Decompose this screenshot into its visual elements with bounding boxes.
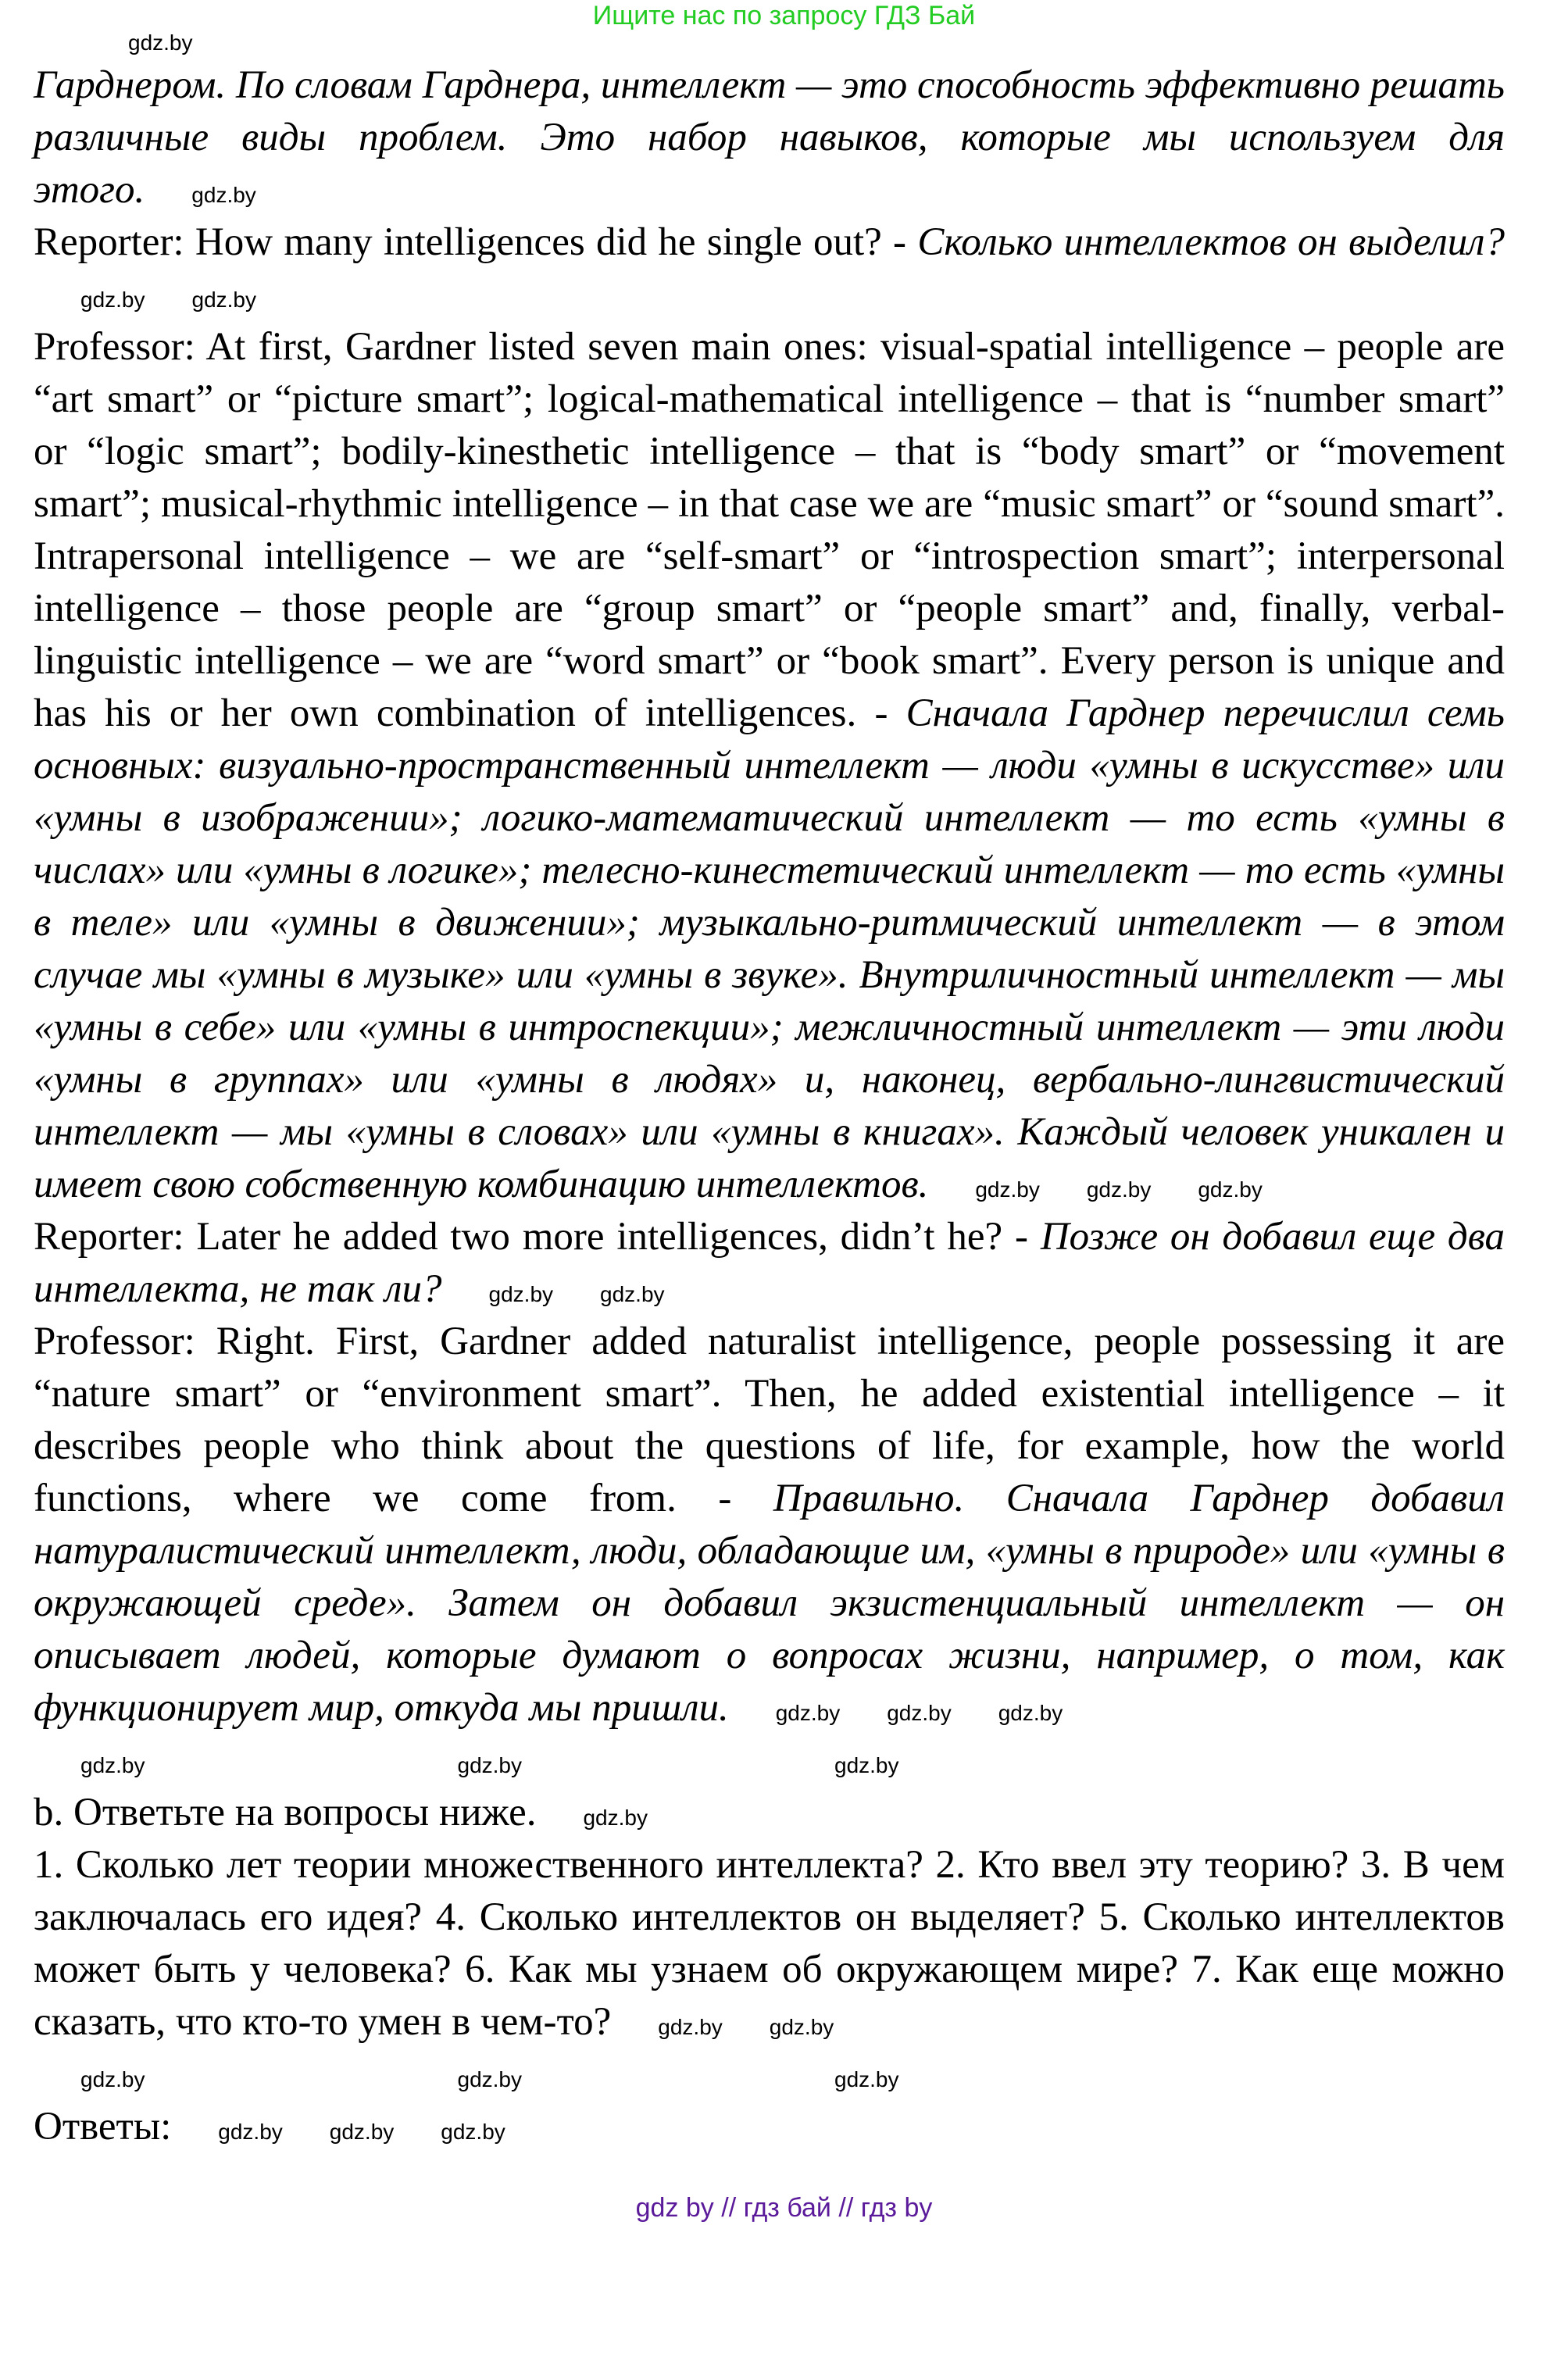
watermark: gdz.by [128,30,193,55]
reporter-question-en: Reporter: Later he added two more intelligences, didn’t he? - [34,1215,1041,1259]
watermark: gdz.by [80,1753,145,1777]
watermark: gdz.by [834,2067,899,2091]
answers-label: Ответы: [34,2105,172,2148]
paragraph-professor-2 [34,1316,1505,1734]
task-b-heading: b. Ответьте на вопросы ниже. [34,1791,537,1834]
answers [34,2101,1505,2153]
watermark: gdz.by [218,2120,283,2144]
watermark: gdz.by [583,1806,648,1830]
professor-answer-ru: Правильно. Сначала Гарднер добавил натуралистический интеллект, люди, обладающие им, «умны в природе» или «умны в окружающей среде». Затем он добавил экзистенциальный интеллект — он описывает людей, которые думают о вопросах жизни, например, о том, как функционирует мир, откуда мы пришли. [34,1477,1505,1730]
watermark: gdz.by [975,1177,1040,1202]
watermark: gdz.by [457,2067,522,2091]
professor-answer-en: Professor: Right. First, Gardner added naturalist intelligence, people possessing it are “nature smart” or “environment smart”. Then, he added existential intelligence – it describes people who think about the questions of life, for example, how the world functions, where we come from. - [34,1320,1505,1520]
watermark: gdz.by [80,2067,145,2091]
watermark: gdz.by [441,2120,505,2144]
watermark: gdz.by [600,1282,665,1306]
questions-list: 1. Сколько лет теории множественного интеллекта? 2. Кто ввел эту теорию? 3. В чем заключалась его идея? 4. Сколько интеллектов он выделяет? 5. Сколько интеллектов может быть у человека? 6. Как мы узнаем об окружающем мире? 7. Как еще можно сказать, что кто-то умен в чем-то? [34,1843,1505,2044]
reporter-question-ru: Позже он добавил еще два интеллекта, не так ли? [34,1215,1505,1311]
watermark: gdz.by [769,2015,834,2039]
watermark: gdz.by [329,2120,395,2144]
paragraph-reporter-2 [34,1211,1505,1316]
watermark: gdz.by [775,1701,841,1725]
paragraph-reporter-1 [34,216,1505,321]
watermark: gdz.by [488,1282,554,1306]
watermark: gdz.by [80,288,145,312]
watermark: gdz.by [658,2015,723,2039]
questions [34,1839,1505,2048]
search-banner[interactable]: Ищите нас по запросу ГДЗ Бай [592,1,976,30]
watermark: gdz.by [834,1753,899,1777]
watermark: gdz.by [998,1701,1063,1725]
reporter-question-ru: Сколько интеллектов он выделил? [917,220,1505,264]
watermark-row [34,2048,1505,2101]
professor-answer-en: Professor: At first, Gardner listed seven main ones: visual-spatial intelligence – people are “art smart” or “picture smart”; logical-mathematical intelligence – that is “number smart” or “logic smart”; bodily-kinesthetic intelligence – that is “body smart” or “movement smart”; musical-rhythmic intelligence – in that case we are “music smart” or “sound smart”. Intrapersonal intelligence – we are “self-smart” or “introspection smart”; interpersonal intelligence – those people are “group smart” or “people smart” and, finally, verbal-linguistic intelligence – we are “word smart” or “book smart”. Every person is unique and has his or her own combination of intelligences. - [34,325,1505,735]
watermark: gdz.by [887,1701,952,1725]
professor-answer-ru: Сначала Гарднер перечислил семь основных: визуально-пространственный интеллект — люди «умны в искусстве» или «умны в изображении»; логико-математический интеллект — то есть «умны в числах» или «умны в логике»; телесно-кинестетический интеллект — то есть «умны в теле» или «умны в движении»; музыкально-ритмический интеллект — в этом случае мы «умны в музыке» или «умны в звуке». Внутриличностный интеллект — мы «умны в себе» или «умны в интроспекции»; межличностный интеллект — эти люди «умны в группах» или «умны в людях» и, наконец, вербально-лингвистический интеллект — мы «умны в словах» или «умны в книгах». Каждый человек уникален и имеет свою собственную комбинацию интеллектов. [34,691,1505,1206]
watermark-row [34,1734,1505,1787]
watermark: gdz.by [191,183,256,207]
paragraph-intro-ru: Гарднером. По словам Гарднера, интеллект — это способность эффективно решать различные виды проблем. Это набор навыков, которые мы используем для этого. [34,63,1505,212]
paragraph-intro [34,59,1505,216]
watermark-row [0,31,1568,59]
document-body [34,59,1505,2153]
watermark: gdz.by [1086,1177,1152,1202]
paragraph-professor-1 [34,321,1505,1211]
watermark: gdz.by [457,1753,522,1777]
reporter-question-en: Reporter: How many intelligences did he single out? - [34,220,918,264]
footer-links[interactable]: gdz by // гдз бай // гдз by [635,2193,933,2223]
watermark: gdz.by [191,288,256,312]
task-b [34,1787,1505,1839]
watermark: gdz.by [1198,1177,1263,1202]
